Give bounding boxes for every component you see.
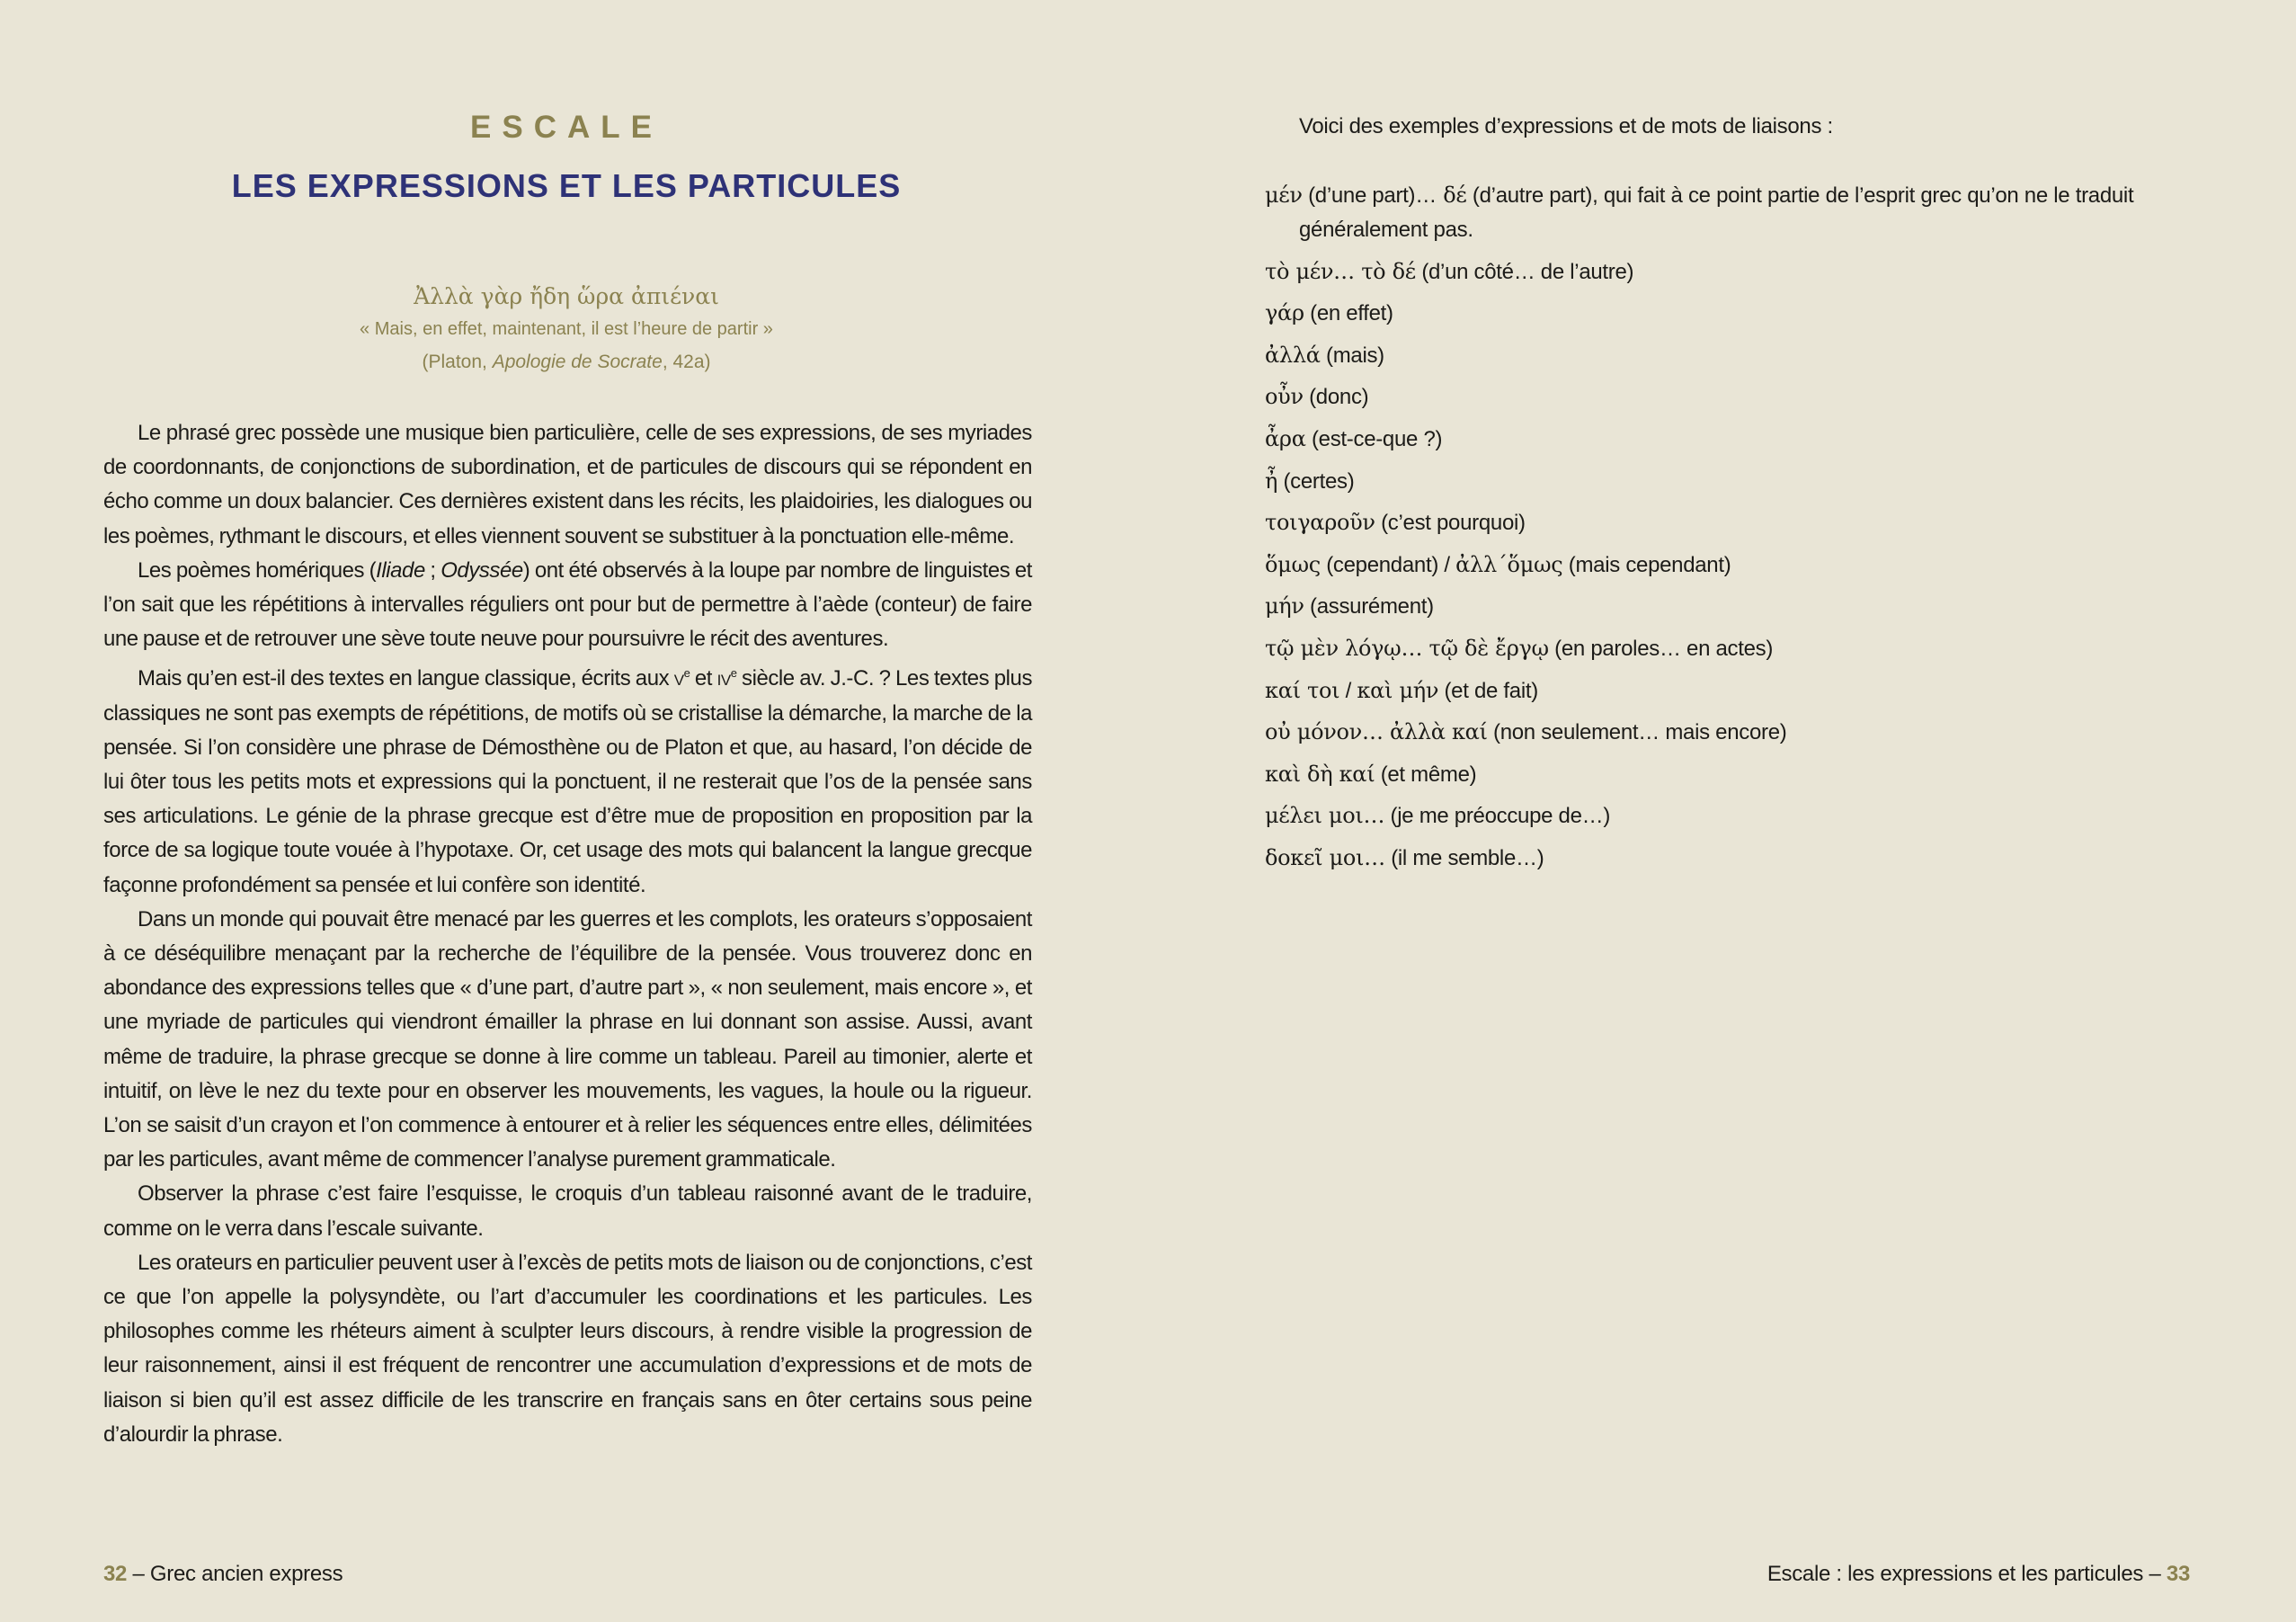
paragraph-5: Observer la phrase c’est faire l’esquisse, le croquis d’un tableau raisonné avant de le traduire, comme on le verra dans l’escale suivante. [103, 1181, 1032, 1241]
french-gloss: (assurément) [1304, 594, 1434, 619]
list-item [1265, 379, 2200, 414]
list-item [1265, 841, 2200, 876]
p3-century-iv: iv [716, 666, 731, 691]
greek-term: καί τοι [1265, 677, 1340, 703]
greek-term: καὶ δὴ καί [1265, 761, 1375, 787]
greek-term: ἦ [1265, 468, 1278, 494]
p3-sup-1: e [683, 666, 690, 681]
french-gloss: (je me préoccupe de…) [1384, 804, 1611, 829]
greek-term: μήν [1265, 593, 1304, 619]
french-gloss: (en effet) [1304, 301, 1393, 326]
paragraph-2 [103, 554, 1032, 657]
greek-term: τῷ μὲν λόγῳ… τῷ δὲ ἔργῳ [1265, 635, 1549, 661]
french-gloss: (d’un côté… de l’autre) [1415, 259, 1634, 284]
list-item [1265, 505, 2200, 540]
greek-term: ἀλλά [1265, 342, 1321, 368]
french-gloss-2: (et de fait) [1438, 678, 1538, 703]
greek-term: δοκεῖ μοι… [1265, 844, 1385, 870]
p3-part-a: Mais qu’en est-il des textes en langue classique, écrits aux [138, 666, 674, 691]
greek-term: ἆρα [1265, 425, 1306, 451]
greek-term: τοιγαροῦν [1265, 510, 1375, 536]
p3-part-b: siècle av. J.-C. ? Les textes plus classiques ne sont pas exempts de répétitions, de motifs où se cristallise la démarche, la marche de la pensée. Si l’on considère une phrase de Démosthène ou de Platon et que, au hasard, l’on décide de lui ôter tous les petits mots et expressions qui la ponctuent, il ne resterait que l’os de la pensée sans ses articulations. Le génie de la phrase grecque est d’être mue de proposition en proposition par la force de sa logique toute vouée à l’hypotaxe. Or, cet usage des mots qui balancent la langue grecque façonne profondément sa pensée et lui confère son identité. [103, 666, 1032, 897]
running-head-right: Escale : les expressions et les particules – [1766, 1562, 2167, 1586]
french-gloss-2: (mais cependant) [1562, 552, 1731, 577]
p2-iliade: Iliade [376, 557, 425, 583]
chapter-kicker: ESCALE [470, 110, 663, 145]
french-gloss: (mais) [1320, 343, 1384, 368]
paragraph-1: Le phrasé grec possède une musique bien particulière, celle de ses expressions, de ses myriades de coordonnants, de conjonctions de subordination, et de particules de discours qui se répondent en écho comme un doux balancier. Ces dernières existent dans les récits, les plaidoiries, les dialogues ou les poèmes, rythmant le discours, et elles viennent souvent se substituer à la ponctuation elle-même. [103, 421, 1032, 548]
french-gloss: (il me semble…) [1384, 845, 1544, 870]
epigraph [103, 281, 1029, 379]
greek-term: γάρ [1265, 300, 1304, 326]
list-item [1265, 422, 2200, 457]
p2-odyssee: Odyssée [441, 557, 523, 583]
french-gloss: (c’est pourquoi) [1375, 511, 1526, 536]
list-item [1265, 631, 2200, 666]
greek-term: ὅμως [1265, 551, 1321, 577]
french-gloss-2: (d’autre part), qui fait à ce point partie de l’esprit grec qu’on ne le traduit généralement pas. [1299, 183, 2134, 242]
p2-part-b: ) ont été observés à la loupe par nombre de linguistes et l’on sait que les répétitions à intervalles réguliers ont pour but de permettre à l’aède (conteur) de faire une pause et de retrouver une sève toute neuve pour poursuivre le récit des aventures. [103, 557, 1032, 652]
epigraph-source-work: Apologie de Socrate [492, 352, 663, 372]
chapter-title: LES EXPRESSIONS ET LES PARTICULES [231, 167, 902, 204]
epigraph-source-suffix: , 42a) [662, 352, 711, 372]
list-item [1265, 296, 2200, 331]
epigraph-source-prefix: (Platon, [422, 352, 493, 372]
list-item [1265, 338, 2200, 373]
french-gloss: / [1339, 678, 1357, 703]
greek-term: οὐ μόνον… ἀλλὰ καί [1265, 719, 1488, 745]
examples-intro: Voici des exemples d’expressions et de mots de liaisons : [1299, 114, 1833, 138]
french-gloss: (cependant) / [1320, 552, 1456, 577]
list-item [1265, 178, 2200, 247]
expressions-list [1265, 178, 2200, 883]
french-gloss: (en paroles… en actes) [1548, 636, 1774, 661]
running-head-left: – Grec ancien express [127, 1562, 343, 1586]
list-item [1265, 464, 2200, 499]
p3-mid: et [690, 666, 717, 691]
french-gloss: (donc) [1303, 385, 1369, 410]
paragraph-6: Les orateurs en particulier peuvent user à l’excès de petits mots de liaison ou de conjonctions, c’est ce que l’on appelle la polysyndète, ou l’art d’accumuler les coordinations et les particules. Les philosophes comme les rhéteurs aiment à sculpter leurs discours, à rendre visible la progression de leur raisonnement, ainsi il est fréquent de rencontrer une accumulation d’expressions et de mots de liaison si bien qu’il est assez difficile de les transcrire en français sans en ôter certains sous peine d’alourdir la phrase. [103, 1250, 1032, 1447]
p3-century-v: v [673, 666, 684, 691]
epigraph-translation: « Mais, en effet, maintenant, il est l’heure de partir » [360, 319, 773, 339]
folio-right [1767, 1557, 2190, 1591]
list-item [1265, 589, 2200, 624]
page-number-right: 33 [2166, 1562, 2190, 1586]
greek-term: μέν [1265, 183, 1303, 208]
french-gloss: (d’une part)… [1302, 183, 1437, 208]
greek-term-2: δέ [1436, 183, 1467, 208]
greek-term: μέλει μοι… [1265, 803, 1385, 829]
french-gloss: (non seulement… mais encore) [1487, 720, 1787, 745]
paragraph-3 [103, 656, 1032, 902]
epigraph-source [103, 345, 1029, 379]
greek-term: οὖν [1265, 384, 1304, 410]
folio-left [103, 1557, 343, 1591]
page-number-left: 32 [103, 1562, 128, 1586]
p2-sep: ; [424, 557, 441, 583]
right-page [1148, 0, 2296, 1622]
list-item [1265, 757, 2200, 792]
epigraph-greek: Ἀλλὰ γὰρ ἤδη ὥρα ἀπιέναι [414, 283, 719, 309]
p3-sup-2: e [730, 666, 737, 681]
list-item [1265, 798, 2200, 833]
list-item [1265, 254, 2200, 290]
body-text [103, 416, 1032, 1452]
paragraph-4: Dans un monde qui pouvait être menacé par les guerres et les complots, les orateurs s’opposaient à ce déséquilibre menaçant par la recherche de l’équilibre de la pensée. Vous trouverez donc en abondance des expressions telles que « d’une part, d’autre part », « non seulement, mais encore », et une myriade de particules qui viendront émailler la phrase en lui donnant son assise. Aussi, avant même de traduire, la phrase grecque se donne à lire comme un tableau. Pareil au timonier, alerte et intuitif, on lève le nez du texte pour en observer les mouvements, les vagues, la houle ou la rigueur. L’on se saisit d’un crayon et l’on commence à entourer et à relier les séquences entre elles, délimitées par les particules, avant même de commencer l’analyse purement grammaticale. [103, 906, 1032, 1172]
p2-part-a: Les poèmes homériques ( [138, 557, 377, 583]
list-item [1265, 673, 2200, 709]
greek-term-2: ἀλλ΄ὅμως [1455, 551, 1563, 577]
greek-term: τὸ μέν… τὸ δέ [1265, 258, 1416, 284]
list-item [1265, 548, 2200, 583]
french-gloss: (est-ce-que ?) [1305, 426, 1443, 451]
list-item [1265, 715, 2200, 750]
french-gloss: (et même) [1375, 762, 1477, 787]
greek-term-2: καὶ μήν [1357, 677, 1439, 703]
french-gloss: (certes) [1277, 468, 1355, 494]
